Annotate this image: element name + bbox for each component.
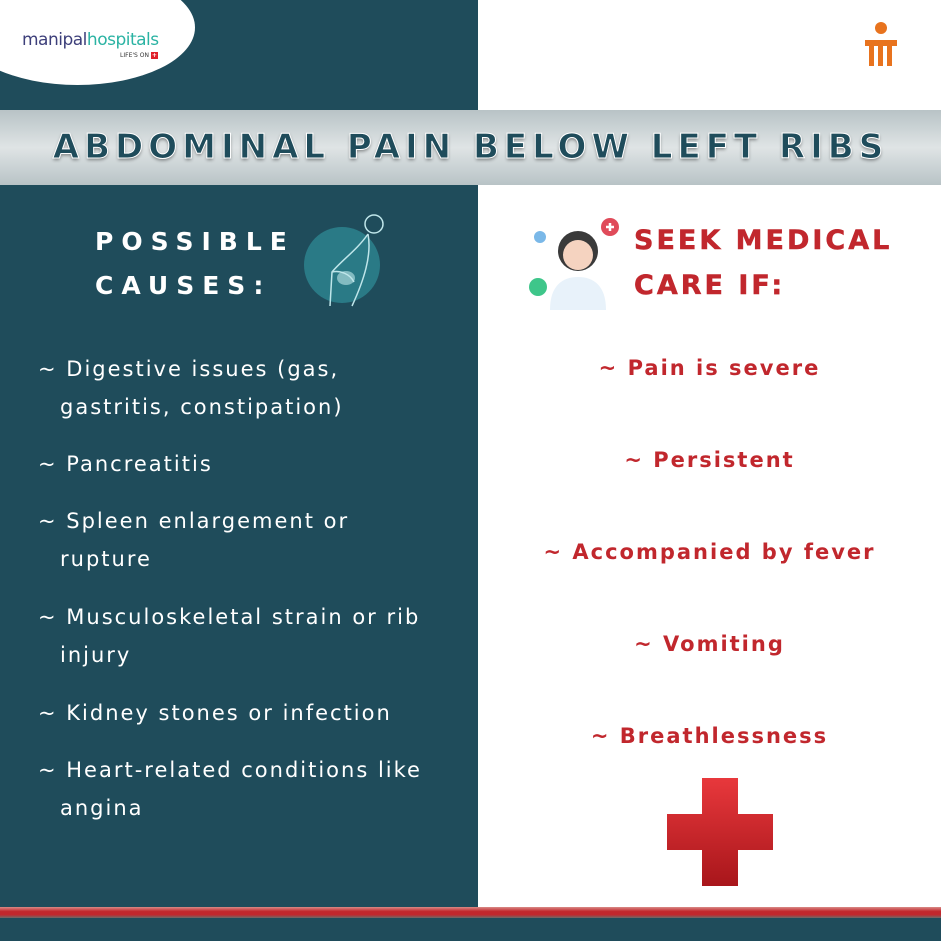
brand-mark-icon: [862, 20, 900, 70]
symptom-item: ~ Accompanied by fever: [543, 540, 876, 564]
cause-text: ~ Digestive issues (gas, gastritis, constipation): [38, 357, 344, 419]
abdominal-pain-person-icon: [302, 210, 392, 308]
cause-item: [38, 445, 458, 483]
symptom-item: ~ Vomiting: [634, 632, 785, 656]
cause-item: [38, 502, 428, 578]
cause-item: [38, 694, 458, 732]
logo-tagline: [120, 52, 158, 59]
tagline-text: LIFE'S ON: [120, 52, 149, 59]
cause-text: ~ Kidney stones or infection: [38, 701, 392, 725]
symptom-item: ~ Persistent: [624, 448, 795, 472]
cause-text: ~ Pancreatitis: [38, 452, 213, 476]
bottom-bar: [0, 918, 941, 941]
symptom-item: ~ Breathlessness: [590, 724, 829, 748]
symptom-item: ~ Pain is severe: [598, 356, 821, 380]
logo-brand-a: manipal: [22, 30, 87, 50]
cause-item: [38, 350, 458, 426]
seek-care-heading: [634, 218, 892, 308]
manipal-logo: [22, 30, 159, 50]
red-stripe: [0, 907, 941, 918]
cause-item: [38, 598, 438, 674]
cause-item: [38, 751, 438, 827]
seek-heading-2: CARE IF:: [634, 270, 786, 301]
plus-icon: +: [151, 52, 157, 59]
causes-heading: [95, 220, 295, 308]
causes-heading-1: POSSIBLE: [95, 227, 295, 256]
red-cross-icon: [667, 778, 773, 886]
seek-heading-1: SEEK MEDICAL: [634, 225, 893, 256]
causes-heading-2: CAUSES:: [95, 271, 272, 300]
cause-text: ~ Heart-related conditions like angina: [38, 758, 422, 820]
logo-brand-b: hospitals: [86, 30, 159, 50]
doctor-icon: [528, 215, 628, 310]
cause-text: ~ Spleen enlargement or rupture: [38, 509, 350, 571]
page-title: ABDOMINAL PAIN BELOW LEFT RIBS: [52, 127, 889, 167]
cause-text: ~ Musculoskeletal strain or rib injury: [38, 605, 421, 667]
